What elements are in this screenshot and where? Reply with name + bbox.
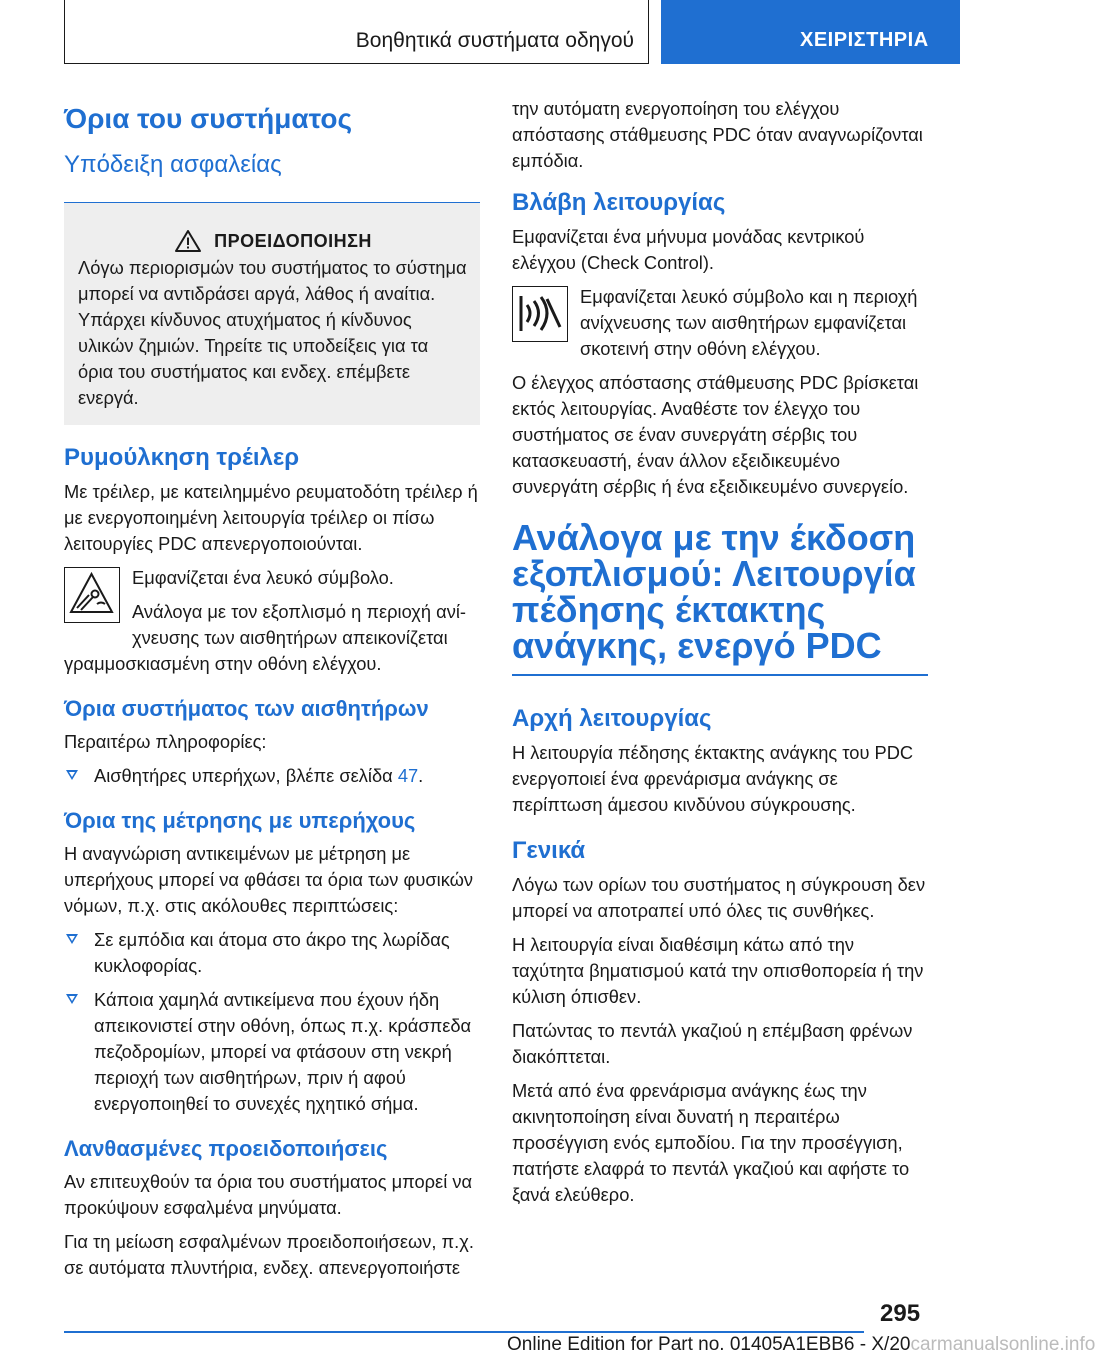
- general-text-3: Πατώντας το πεντάλ γκαζιού η επέμβαση φρένων διακόπτεται.: [512, 1019, 913, 1067]
- principle-heading: Αρχή λειτουργίας: [512, 704, 712, 732]
- warning-label: ΠΡΟΕΙΔΟΠΟΙΗΣΗ: [214, 230, 372, 251]
- trailer-symbol-row: [64, 565, 480, 651]
- footer-divider: [64, 1331, 864, 1333]
- malfunction-heading: Βλάβη λειτουργίας: [512, 189, 726, 216]
- ultrasonic-limits-list: [64, 927, 480, 1117]
- false-warnings-heading: Λανθασμένες προειδοποιήσεις: [64, 1136, 388, 1161]
- malfunction-symbol-row: [512, 284, 928, 362]
- false-warnings-text-1: Αν επιτευχθούν τα όρια του συστήματος μπορεί να προκύψουν εσφαλμένα μηνύματα.: [64, 1171, 473, 1218]
- trailer-icon: [65, 568, 118, 621]
- malfunction-symbol-text: Εμφανίζεται λευκό σύμβολο και η περιοχή ανίχνευσης των αισθητήρων εμφανίζεται σκοτεινή στην οθόνη ελέγχου.: [580, 286, 918, 359]
- list-item: Κάποια χαμηλά αντικείμενα που έχουν ήδη απεικονιστεί στην οθόνη, όπως π.χ. κράσπεδα πεζοδρομίων, μπορεί να φτάσουν στη νεκρή περιοχή των αισθητήρων, πριν ή αφού ενεργοποιηθεί το συνεχές ηχητικό σήμα.: [64, 987, 480, 1117]
- trailer-display-text-a: Ανάλογα με τον εξοπλισμό η περιοχή ανί- χνευσης των αισθητήρων απεικονίζεται: [132, 601, 466, 648]
- general-text-1: Λόγω των ορίων του συστήματος η σύγκρουση δεν μπορεί να αποτραπεί υπό όλες τις συνθήκες.: [512, 873, 926, 921]
- left-column: [64, 96, 480, 1289]
- sensor-limits-text: Περαιτέρω πληροφορίες:: [64, 731, 267, 752]
- trailer-text: Με τρέιλερ, με κατειλημμένο ρευματοδότη τρέιλερ ή με ενεργοποιημένη λειτουργία τρέιλερ οι πίσω λειτουργίες PDC απενεργοποιούνται.: [64, 481, 478, 554]
- trailer-heading: Ρυμούλκηση τρέιλερ: [64, 444, 300, 471]
- title-divider: [512, 674, 928, 676]
- header-section-box: [64, 0, 649, 64]
- page-number: 295: [880, 1300, 921, 1327]
- warning-text: Λόγω περιορισμών του συστήματος το σύστημα μπορεί να αντιδράσει αργά, λάθος ή αναίτια. Υπάρχει κίνδυνος ατυχήματος ή κίνδυνος υλικών ζημιών. Τηρείτε τις υποδείξεις για τα όρια του συστήματος και ενδεχ. επέμβετε ενεργά.: [78, 257, 467, 408]
- list-item: Αισθητήρες υπερήχων, βλέπε σελίδα 47.: [64, 763, 480, 789]
- emergency-braking-title: Ανάλογα με την έκδοση εξοπλισμού: Λειτουργία πέδησης έκτακτης ανάγκης, ενεργό PDC: [512, 517, 916, 666]
- bullet-triangle-icon: [66, 994, 78, 1004]
- safety-notice-subtitle: Υπόδειξη ασφαλείας: [64, 151, 282, 178]
- principle-text: Η λειτουργία πέδησης έκτακτης ανάγκης του PDC ενεργοποιεί ένα φρενάρισμα ανάγκης σε περίπτωση άμεσου κινδύνου σύγκρουσης.: [512, 741, 914, 815]
- footer-edition: Online Edition for Part no. 01405A1EBB6 - X/20carmanualsonline.info: [507, 1334, 1095, 1355]
- sensor-limits-heading: Όρια συστήματος των αισθητήρων: [64, 696, 429, 721]
- warning-triangle-icon: [174, 229, 202, 253]
- warning-header: [78, 229, 468, 253]
- bullet-triangle-icon: [66, 934, 78, 944]
- continuation-text: την αυτόματη ενεργοποίηση του ελέγχου απόστασης στάθμευσης PDC όταν αναγνωρίζονται εμπόδια.: [512, 98, 923, 171]
- ultrasonic-limits-text: Η αναγνώριση αντικειμένων με μέτρηση με υπερήχους μπορεί να φθάσει τα όρια των φυσικών νόμων, π.χ. στις ακόλουθες περιπτώσεις:: [64, 843, 474, 916]
- trailer-display-text-b: γραμμοσκιασμένη στην οθόνη ελέγχου.: [64, 653, 382, 674]
- header-chapter-tab[interactable]: [661, 0, 960, 64]
- ultrasonic-limits-heading: Όρια της μέτρησης με υπερήχους: [64, 808, 416, 833]
- page-link[interactable]: 47: [397, 765, 419, 786]
- warning-box: [64, 202, 480, 425]
- footer-watermark: carmanualsonline.info: [910, 1334, 1095, 1355]
- general-text-2: Η λειτουργία είναι διαθέσιμη κάτω από την ταχύτητα βηματισμού κατά την οπισθοπορεία ή την κύλιση όπισθεν.: [512, 933, 924, 1007]
- trailer-symbol-text: Εμφανίζεται ένα λευκό σύμβολο.: [132, 567, 394, 588]
- general-heading: Γενικά: [512, 836, 586, 864]
- trailer-icon-box: [64, 567, 120, 623]
- list-item: Σε εμπόδια και άτομα στο άκρο της λωρίδας κυκλοφορίας.: [64, 927, 480, 979]
- pdc-icon-box: [512, 286, 568, 342]
- sensor-limits-list: [64, 763, 480, 789]
- pdc-sensor-fault-icon: [513, 287, 566, 340]
- general-text-4: Μετά από ένα φρενάρισμα ανάγκης έως την ακινητοποίηση είναι δυνατή η περαιτέρω προσέγγιση ενός εμποδίου. Για την προσέγγιση, πατήστε ελαφρά το πεντάλ γκαζιού και αφήστε το ξανά ελεύθερο.: [512, 1079, 910, 1205]
- malfunction-service-text: Ο έλεγχος απόστασης στάθμευσης PDC βρίσκεται εκτός λειτουργίας. Αναθέστε τον έλεγχο του συστήματος σε έναν συνεργάτη σέρβις του κατασκευαστή, έναν άλλον εξειδικευμένο συνεργάτη σέρβις ή ένα εξειδικευμένο συνεργείο.: [512, 372, 919, 497]
- false-warnings-text-2: Για τη μείωση εσφαλμένων προειδοποιήσεων, π.χ. σε αυτόματα πλυντήρια, ενδεχ. απενεργοποιήστε: [64, 1231, 474, 1278]
- system-limits-title: Όρια του συστήματος: [64, 103, 353, 134]
- header-chapter-label: ΧΕΙΡΙΣΤΗΡΙΑ: [800, 29, 929, 51]
- header-section-title: Βοηθητικά συστήματα οδηγού: [355, 29, 634, 52]
- bullet-triangle-icon: [66, 770, 78, 780]
- malfunction-text: Εμφανίζεται ένα μήνυμα μονάδας κεντρικού ελέγχου (Check Control).: [512, 226, 865, 273]
- right-column: [512, 96, 928, 1216]
